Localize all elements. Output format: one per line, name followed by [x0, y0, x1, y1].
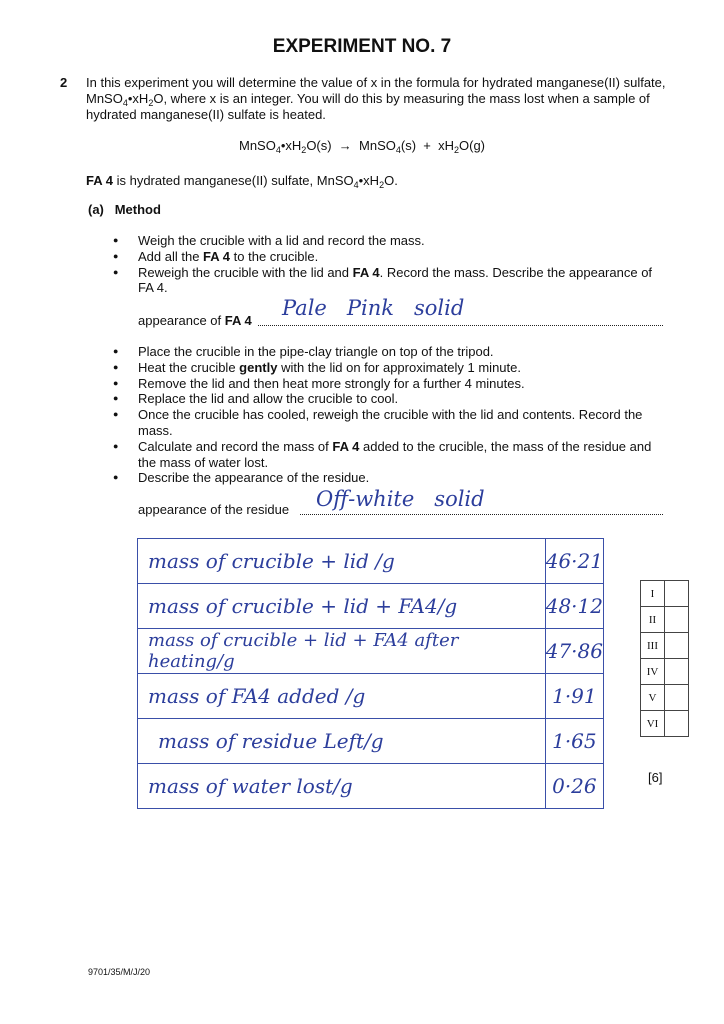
- table-row: [138, 584, 604, 629]
- mark-box: [665, 711, 689, 737]
- mark-row: [641, 659, 689, 685]
- row-value: 1·65: [545, 719, 603, 764]
- method-step: [113, 249, 665, 265]
- method-step: [113, 344, 665, 360]
- step-text: added to the crucible, the mass of the residue and the mass of water lost.: [138, 438, 652, 470]
- step-bold: FA 4: [332, 438, 360, 454]
- method-list-1: [113, 233, 665, 296]
- label-text: appearance of: [138, 313, 225, 328]
- intro-text: O, where x is an integer. You will do this by measuring the mass lost when a sample of: [153, 91, 650, 106]
- row-label: mass of crucible + lid /g: [138, 539, 546, 584]
- appearance-fa4-label: [138, 313, 252, 328]
- method-step: [113, 376, 665, 392]
- method-step: [113, 233, 665, 249]
- subscript: 2: [379, 180, 385, 190]
- step-bold: gently: [239, 359, 278, 375]
- results-table: [137, 538, 604, 809]
- step-text: Remove the lid and then heat more strongly for a further 4 minutes.: [138, 375, 525, 391]
- total-marks: [6]: [648, 770, 663, 785]
- fa4-text: O.: [384, 173, 398, 188]
- step-text: Once the crucible has cooled, reweigh the crucible with the lid and contents. Record the mass.: [138, 407, 643, 438]
- step-bold: FA 4: [203, 248, 231, 264]
- mark-row: [641, 581, 689, 607]
- mark-box: [665, 659, 689, 685]
- mark-box: [665, 685, 689, 711]
- method-step: [113, 360, 665, 376]
- appearance-residue-answer: Off-white solid: [316, 487, 485, 511]
- row-value: 46·21: [545, 539, 603, 584]
- subscript: 4: [353, 180, 359, 190]
- table-row: [138, 764, 604, 809]
- intro-line-1: In this experiment you will determine the value of x in the formula for hydrated manganese(II) sulfate,: [86, 75, 666, 90]
- method-step: [113, 470, 665, 486]
- mark-row: [641, 711, 689, 737]
- equation-part: O(g): [459, 138, 485, 153]
- chemical-equation: [0, 138, 724, 153]
- subscript: 4: [395, 145, 401, 155]
- mark-label: II: [641, 607, 665, 633]
- mark-label: V: [641, 685, 665, 711]
- step-text: with the lid on for approximately 1 minute.: [277, 359, 521, 375]
- row-label: mass of crucible + lid + FA4/g: [138, 584, 546, 629]
- appearance-residue-label: appearance of the residue: [138, 502, 290, 517]
- method-list-2: [113, 344, 665, 486]
- fa4-text: is hydrated manganese(II) sulfate, MnSO: [112, 173, 354, 188]
- mark-label: VI: [641, 711, 665, 737]
- subscript: 4: [122, 98, 128, 108]
- row-label: mass of FA4 added /g: [138, 674, 546, 719]
- fa4-text: •xH: [358, 173, 380, 188]
- row-label: mass of crucible + lid + FA4 after heating/g: [138, 629, 546, 674]
- step-text: Describe the appearance of the residue.: [138, 470, 370, 486]
- row-value: 48·12: [545, 584, 603, 629]
- mark-row: [641, 607, 689, 633]
- step-text: Calculate and record the mass of: [138, 438, 333, 454]
- intro-formula-part: •xH: [127, 91, 149, 106]
- method-step: [113, 439, 665, 471]
- row-label: mass of residue Left/g: [138, 719, 546, 764]
- intro-paragraph: [86, 75, 666, 123]
- method-step: [113, 407, 665, 439]
- table-row: [138, 674, 604, 719]
- mark-label: I: [641, 581, 665, 607]
- table-row: [138, 629, 604, 674]
- row-value: 0·26: [545, 764, 603, 809]
- page-title: EXPERIMENT NO. 7: [272, 36, 452, 57]
- step-text: Add all the: [138, 248, 204, 264]
- mark-label: IV: [641, 659, 665, 685]
- row-value: 1·91: [545, 674, 603, 719]
- appearance-fa4-answer: Pale Pink solid: [282, 296, 465, 320]
- answer-line: [300, 514, 663, 515]
- step-text: Reweigh the crucible with the lid and: [138, 264, 353, 280]
- step-text: Weigh the crucible with a lid and record the mass.: [138, 233, 425, 248]
- intro-line-3: hydrated manganese(II) sulfate is heated.: [86, 107, 326, 122]
- table-row: [138, 539, 604, 584]
- table-row: [138, 719, 604, 764]
- question-number: 2: [60, 75, 68, 90]
- mark-box: [665, 607, 689, 633]
- mark-row: [641, 633, 689, 659]
- subscript: 2: [301, 145, 307, 155]
- method-step: [113, 265, 665, 297]
- step-text: . Record the mass. Describe the appearance of FA 4.: [138, 264, 653, 296]
- equation-part: •xH: [280, 138, 302, 153]
- mark-row: [641, 685, 689, 711]
- step-text: Heat the crucible: [138, 359, 240, 375]
- label-bold: FA 4: [224, 313, 252, 328]
- intro-formula-part: MnSO: [86, 91, 123, 106]
- mark-label: III: [641, 633, 665, 659]
- fa4-label: FA 4: [86, 173, 113, 188]
- equation-part: (s) + xH: [400, 138, 454, 153]
- step-bold: FA 4: [352, 264, 380, 280]
- intro-line-2: [86, 91, 666, 107]
- step-text: to the crucible.: [230, 248, 319, 264]
- equation-part: MnSO: [238, 138, 276, 153]
- paper-code: 9701/35/M/J/20: [88, 967, 151, 977]
- answer-line: [258, 325, 663, 326]
- step-text: Replace the lid and allow the crucible to cool.: [138, 391, 399, 407]
- mark-scheme-boxes: [640, 580, 689, 737]
- equation-part: O(s) → MnSO: [306, 138, 396, 153]
- row-value: 47·86: [545, 629, 603, 674]
- step-text: Place the crucible in the pipe-clay triangle on top of the tripod.: [138, 344, 494, 359]
- row-label: mass of water lost/g: [138, 764, 546, 809]
- fa4-description: [86, 173, 666, 189]
- subscript: 2: [453, 145, 459, 155]
- section-a-heading: (a) Method: [88, 202, 161, 217]
- subscript: 4: [275, 145, 281, 155]
- method-step: [113, 391, 665, 407]
- mark-box: [665, 581, 689, 607]
- mark-box: [665, 633, 689, 659]
- subscript: 2: [148, 98, 154, 108]
